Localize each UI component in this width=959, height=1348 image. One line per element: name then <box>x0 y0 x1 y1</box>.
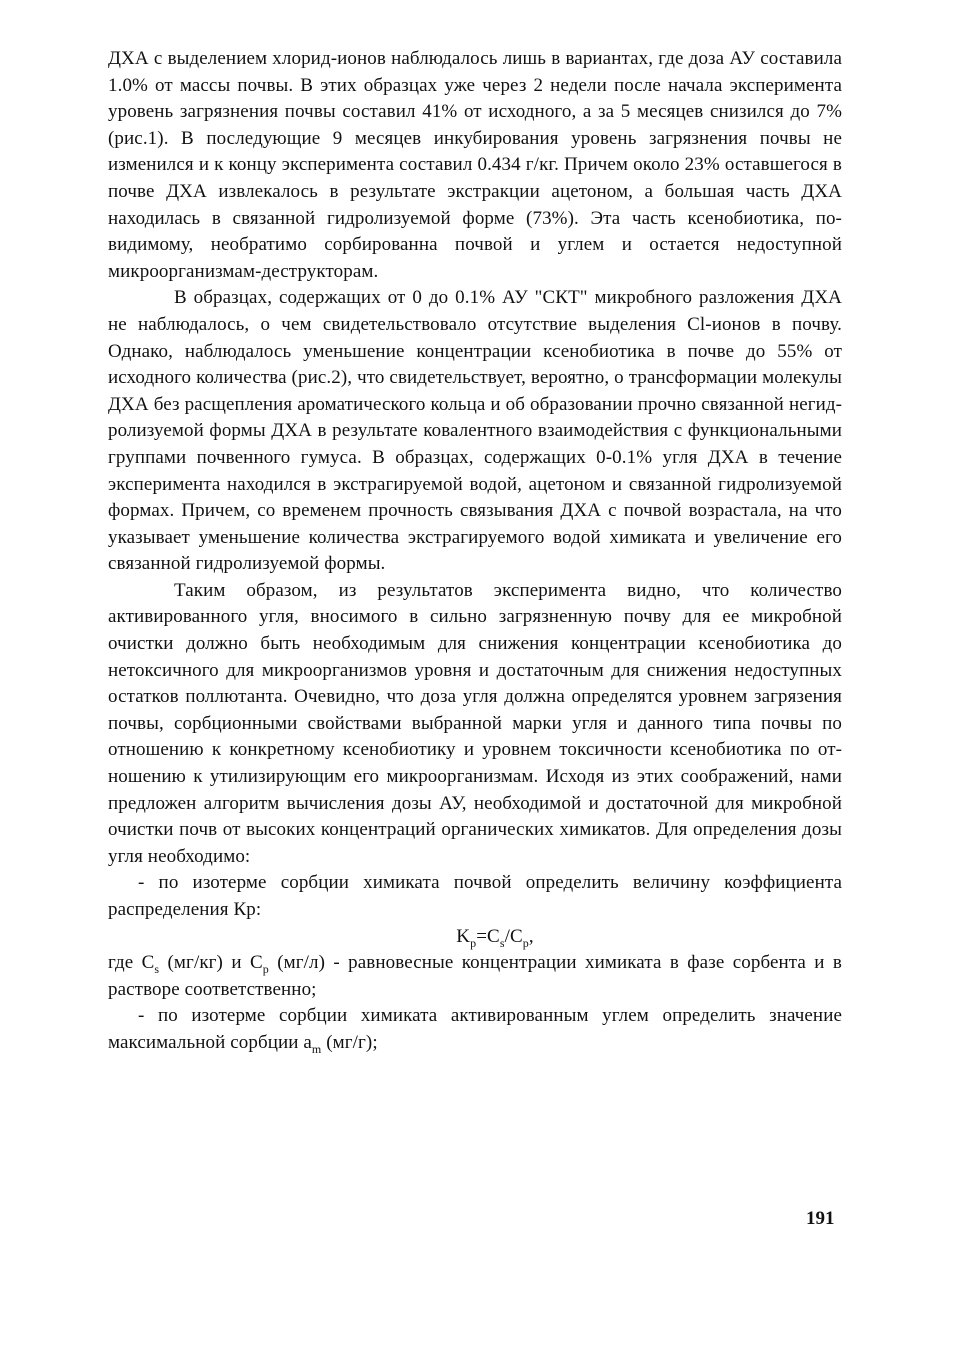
where-part-b: (мг/кг) и C <box>159 952 263 974</box>
formula-kp <box>108 924 842 951</box>
list-item-partition-coefficient: - по изотерме сорбции химиката почвой определить величину коэффициента распределения Кр: <box>108 872 842 920</box>
formula-explanation <box>108 950 842 1003</box>
formula-slash: /C <box>504 925 523 947</box>
where-sub-p: p <box>262 961 269 976</box>
where-sub-s: s <box>154 961 160 976</box>
formula-lhs: K <box>456 925 471 947</box>
paragraph-3: Таким образом, из результатов эксперимента видно, что количество активированного угля, вносимого в сильно загрязненную почву для ее микробной очистки должно быть необходимым для снижения концентрации ксенобиотика до нетоксичного для микроорганизмов уровня и достаточным для снижения недоступных остатков поллютанта. Очевидно, что доза угля должна определятся уровнем загрязения почвы, сорбционными свойствами выбранной марки угля и данного типа почвы по отношению к конкретному ксенобиотику и уровнем токсичности ксенобиотика по отношению к утилизирующим его микроорганизмам. Исходя из этих соображений, нами предложен алгоритм вычисления дозы АУ, необходимой и достаточной для микробной очистки почв от высоких концентраций органических химикатов. Для определения дозы угля необходимо: <box>108 579 842 867</box>
page-number: 191 <box>806 1208 835 1229</box>
formula-den-sub: p <box>522 935 529 950</box>
where-part-c: (мг/л) - равновесные концентрации химиката в фазе сорбента и в растворе соответственно; <box>108 952 842 1000</box>
formula-tail: , <box>528 925 534 947</box>
document-page <box>108 46 842 1057</box>
max-sorption-sub: m <box>311 1041 322 1056</box>
paragraph-2: В образцах, содержащих от 0 до 0.1% АУ "СКТ" микробного разложения ДХА не наблюдалось, о чем свидетельствовало отсутствие выделения Cl-ионов в почву. Однако, наблюдалось уменьшение концентрации ксенобиотика в почве до 55% от исходного количества (рис.2), что свидетельствует, вероятно, о трансформации молекулы ДХА без расщепления ароматического кольца и об образовании прочно связанной негидролизуемой формы ДХА в результате ковалентного взаимодействия с функциональными группами почвенного гумуса. В образцах, содержащих 0-0.1% угля ДХА в течение эксперимента находился в экстрагируемой водой, ацетоном и связанной гидролизуемой формах. Причем, со временем прочность связывания ДХА с почвой возрастала, на что указывает уменьшение количества экстрагируемого водой химиката и увеличение его связанной гидролизуемой формы. <box>108 287 842 575</box>
where-part-a: где C <box>108 952 155 974</box>
formula-eq: =C <box>476 925 500 947</box>
paragraph-1: ДХА с выделением хлорид-ионов наблюдалось лишь в вариантах, где доза АУ составила 1.0% от массы почвы. В этих образцах уже через 2 недели после начала эксперимента уровень загрязнения почвы составил 41% от исходного, а за 5 месяцев снизился до 7% (рис.1). В последующие 9 месяцев инкубирования уровень загрязнения почвы не изменился и к концу эксперимента составил 0.434 г/кг. Причем около 23% оставшегося в почве ДХА извлекалось в результате экстракции ацетоном, а большая часть ДХА находилась в связанной гидролизуемой форме (73%). Эта часть ксенобиотика, по-видимому, необратимо сорбированна почвой и углем и остается недоступной микроорганизмам-деструкторам. <box>108 48 842 282</box>
formula-num-sub: s <box>499 935 505 950</box>
max-sorption-text: - по изотерме сорбции химиката активированным углем определить значение максимальной сорбции a <box>108 1005 842 1053</box>
formula-lhs-sub: p <box>470 935 477 950</box>
list-item-max-sorption <box>108 1003 842 1056</box>
max-sorption-units: (мг/г); <box>321 1031 378 1053</box>
